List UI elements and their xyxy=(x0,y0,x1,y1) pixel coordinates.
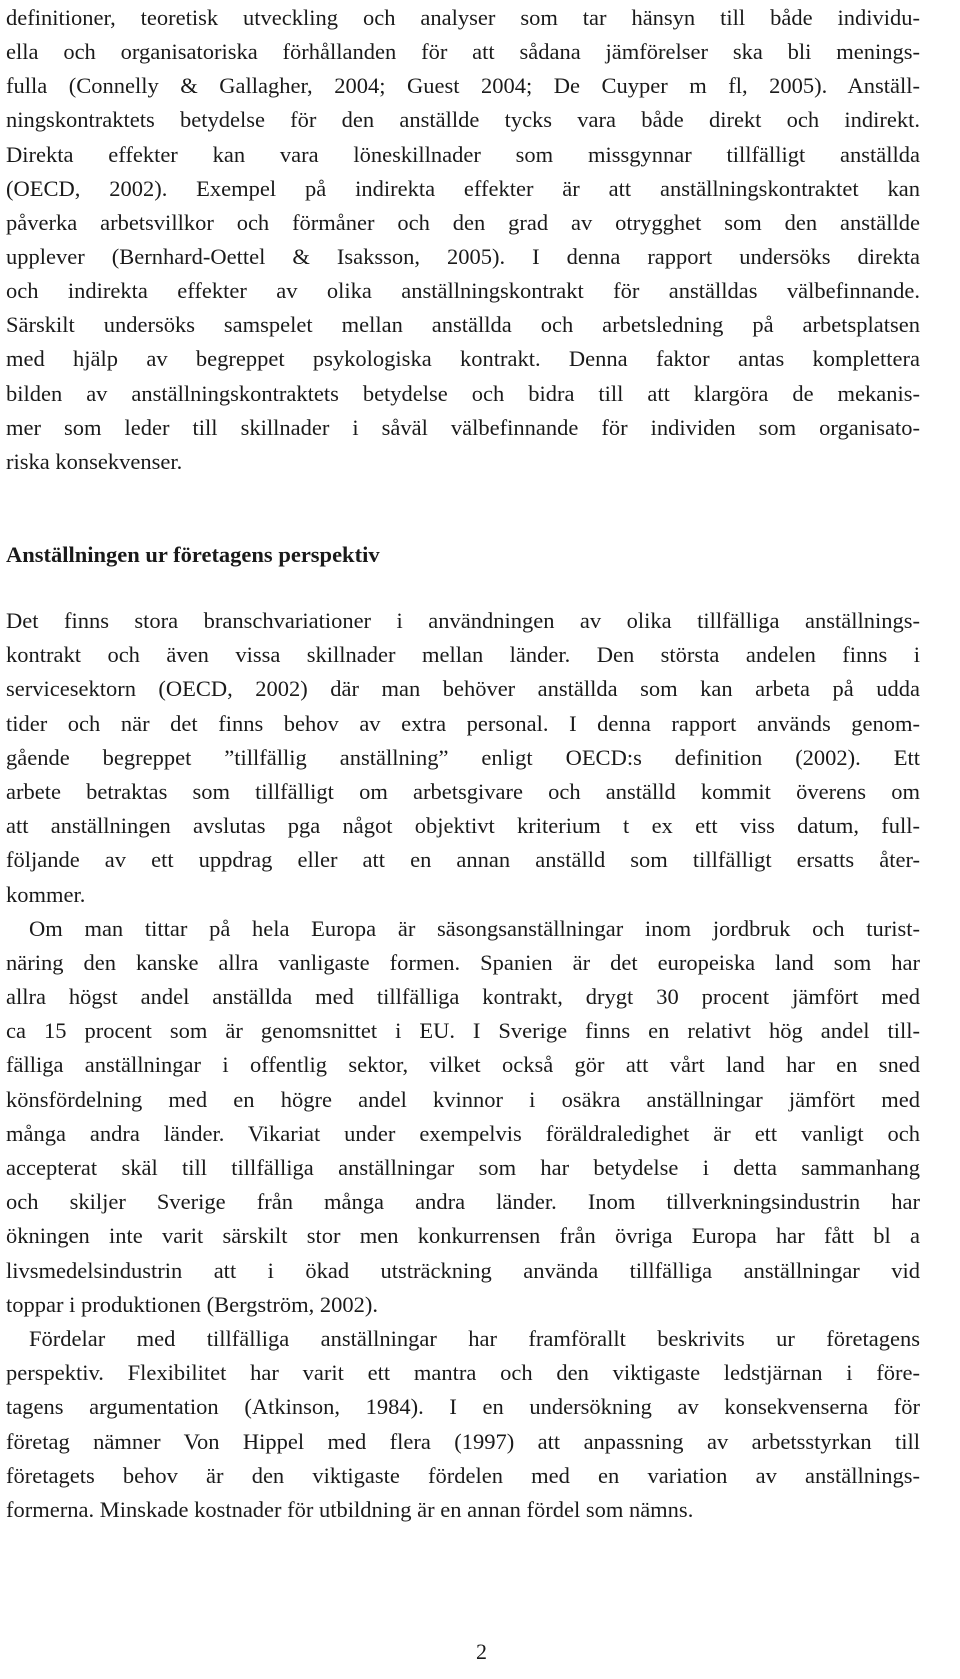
text-line: företagets behov är den viktigaste fördelen med en variation av anställnings- xyxy=(6,1462,920,1488)
text-line: mer som leder till skillnader i såväl välbefinnande för individen som organisato- xyxy=(6,414,920,440)
text-line: livsmedelsindustrin att i ökad utsträckning använda tillfälliga anställningar vid xyxy=(6,1257,920,1283)
text-line: könsfördelning med en högre andel kvinnor i osäkra anställningar jämfört med xyxy=(6,1086,920,1112)
text-line: kontrakt och även vissa skillnader mellan länder. Den största andelen finns i xyxy=(6,642,920,668)
text-line: servicesektorn (OECD, 2002) där man behöver anställda som kan arbeta på udda xyxy=(6,676,920,702)
text-line: tagens argumentation (Atkinson, 1984). I en undersökning av konsekvenserna för xyxy=(6,1394,920,1420)
text-line: gående begreppet ”tillfällig anställning” enligt OECD:s definition (2002). Ett xyxy=(6,744,920,770)
text-line: upplever (Bernhard-Oettel & Isaksson, 2005). I denna rapport undersöks direkta xyxy=(6,243,920,269)
text-line: Fördelar med tillfälliga anställningar har framförallt beskrivits ur företagens xyxy=(29,1325,920,1351)
text-line: fulla (Connelly & Gallagher, 2004; Guest 2004; De Cuyper m fl, 2005). Anställ- xyxy=(6,73,920,99)
text-line: accepterat skäl till tillfälliga anställningar som har betydelse i detta sammanhang xyxy=(6,1155,920,1180)
section-heading: Anställningen ur företagens perspektiv xyxy=(6,542,380,567)
page-number: 2 xyxy=(476,1639,487,1664)
text-line: företag nämner Von Hippel med flera (1997) att anpassning av arbetsstyrkan till xyxy=(6,1428,920,1454)
intro-paragraph xyxy=(6,1,920,479)
text-line: och skiljer Sverige från många andra länder. Inom tillverkningsindustrin har xyxy=(6,1189,920,1215)
text-line: ca 15 procent som är genomsnittet i EU. I Sverige finns en relativt hög andel till- xyxy=(6,1018,920,1044)
text-line: fälliga anställningar i offentlig sektor, vilket också gör att vårt land har en sned xyxy=(6,1052,920,1078)
text-line: näring den kanske allra vanligaste formen. Spanien är det europeiska land som har xyxy=(6,949,920,975)
text-line: toppar i produktionen (Bergström, 2002). xyxy=(6,1291,379,1317)
text-line: arbete betraktas som tillfälligt om arbetsgivare och anställd kommit överens om xyxy=(6,778,920,804)
text-line: tider och när det finns behov av extra personal. I denna rapport används genom- xyxy=(6,710,920,736)
text-line: Särskilt undersöks samspelet mellan anställda och arbetsledning på arbetsplatsen xyxy=(6,312,920,338)
text-line: Om man tittar på hela Europa är säsongsanställningar inom jordbruk och turist- xyxy=(29,915,920,941)
text-line: Det finns stora branschvariationer i användningen av olika tillfälliga anställnings- xyxy=(6,608,920,633)
text-line: och indirekta effekter av olika anställningskontrakt för anställdas välbefinnande. xyxy=(6,278,920,304)
text-line: ningskontraktets betydelse för den anställde tycks vara både direkt och indirekt. xyxy=(6,107,920,133)
section-body xyxy=(6,604,920,1527)
text-line: ella och organisatoriska förhållanden för att sådana jämförelser ska bli menings- xyxy=(6,39,920,65)
text-line: allra högst andel anställda med tillfälliga kontrakt, drygt 30 procent jämfört med xyxy=(6,984,920,1010)
text-line: perspektiv. Flexibilitet har varit ett mantra och den viktigaste ledstjärnan i före- xyxy=(6,1360,920,1386)
text-line: ökningen inte varit särskilt stor men konkurrensen från övriga Europa har fått bl a xyxy=(6,1223,920,1249)
text-line: med hjälp av begreppet psykologiska kontrakt. Denna faktor antas komplettera xyxy=(6,346,920,372)
text-line: bilden av anställningskontraktets betydelse och bidra till att klargöra de mekanis- xyxy=(6,380,920,406)
text-line: definitioner, teoretisk utveckling och analyser som tar hänsyn till både individu- xyxy=(6,5,920,30)
text-line: att anställningen avslutas pga något objektivt kriterium t ex ett viss datum, full- xyxy=(6,813,920,839)
text-line: riska konsekvenser. xyxy=(6,448,183,474)
text-line: följande av ett uppdrag eller att en annan anställd som tillfälligt ersatts åter- xyxy=(6,847,920,873)
text-line: kommer. xyxy=(6,881,86,907)
text-line: formerna. Minskade kostnader för utbildning är en annan fördel som nämns. xyxy=(6,1496,694,1522)
text-line: Direkta effekter kan vara löneskillnader som missgynnar tillfälligt anställda xyxy=(6,141,920,167)
text-line: påverka arbetsvillkor och förmåner och den grad av otrygghet som den anställde xyxy=(6,209,920,235)
text-line: många andra länder. Vikariat under exempelvis föräldraledighet är ett vanligt och xyxy=(6,1120,920,1146)
text-line: (OECD, 2002). Exempel på indirekta effekter är att anställningskontraktet kan xyxy=(6,175,920,201)
